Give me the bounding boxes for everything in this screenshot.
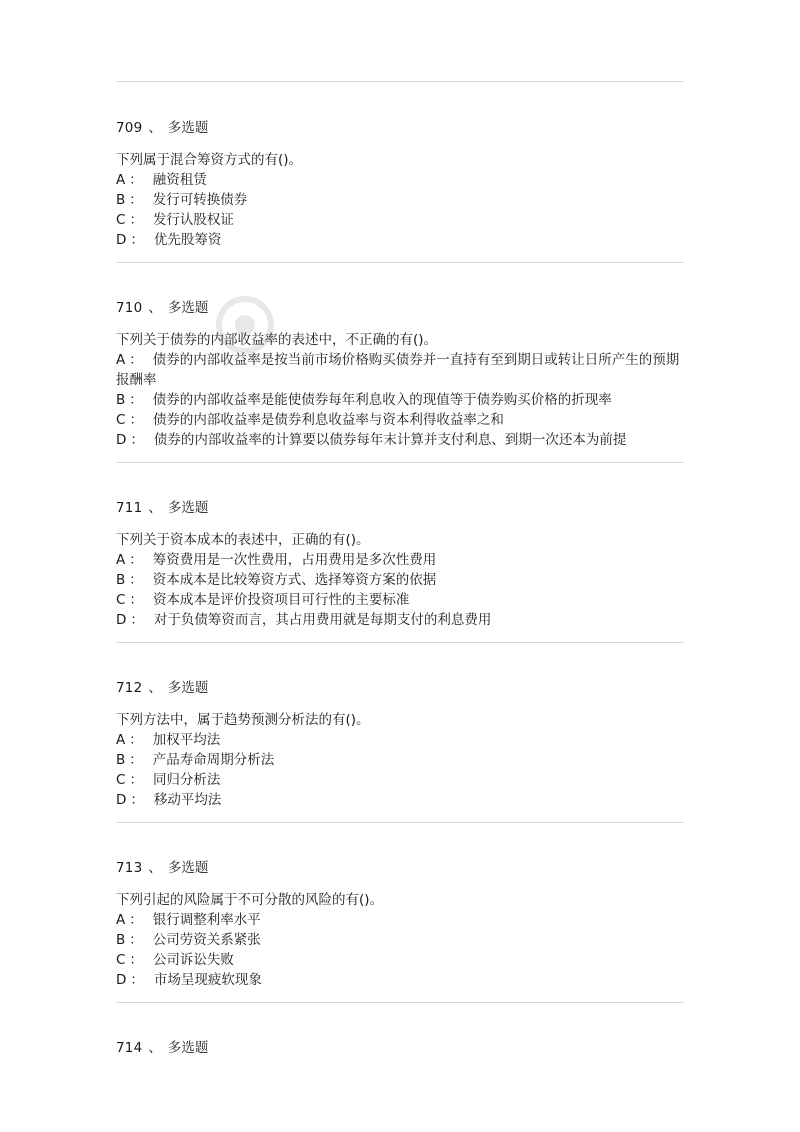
option-text: 产品寿命周期分析法 xyxy=(152,752,275,768)
option-a xyxy=(116,170,684,190)
option-b xyxy=(116,190,684,210)
question-number: 711 xyxy=(116,500,143,516)
question-separator: 、 xyxy=(148,680,162,696)
option-letter: A xyxy=(116,352,126,368)
option-letter: C xyxy=(116,592,126,608)
option-letter: C xyxy=(116,952,126,968)
option-text: 同归分析法 xyxy=(152,772,221,788)
option-c xyxy=(116,210,684,230)
option-b xyxy=(116,570,684,590)
option-letter: A xyxy=(116,552,126,568)
option-d xyxy=(116,790,684,810)
question-header xyxy=(116,118,684,138)
option-letter: D xyxy=(116,432,127,448)
option-text: 公司诉讼失败 xyxy=(152,952,234,968)
option-colon: ： xyxy=(129,932,143,948)
option-text: 债券的内部收益率是按当前市场价格购买债券并一直持有至到期日或转让日所产生的预期报酬率 xyxy=(116,352,680,388)
question-type: 多选题 xyxy=(167,300,209,316)
question-type: 多选题 xyxy=(167,500,209,516)
option-letter: A xyxy=(116,912,126,928)
option-d xyxy=(116,230,684,250)
option-letter: A xyxy=(116,172,126,188)
question-separator: 、 xyxy=(148,500,162,516)
option-a xyxy=(116,350,684,390)
option-text: 银行调整利率水平 xyxy=(152,912,261,928)
question-number: 713 xyxy=(116,860,143,876)
option-c xyxy=(116,950,684,970)
question-stem: 下列关于资本成本的表述中，正确的有()。 xyxy=(116,532,370,548)
option-text: 筹资费用是一次性费用，占用费用是多次性费用 xyxy=(152,552,437,568)
option-letter: D xyxy=(116,972,127,988)
option-letter: D xyxy=(116,792,127,808)
option-letter: C xyxy=(116,772,126,788)
option-d xyxy=(116,610,684,630)
option-colon: ： xyxy=(129,952,143,968)
option-c xyxy=(116,590,684,610)
option-colon: ： xyxy=(129,172,143,188)
question-separator: 、 xyxy=(148,300,162,316)
option-c xyxy=(116,410,684,430)
option-colon: ： xyxy=(129,772,143,788)
option-text: 债券的内部收益率是债券利息收益率与资本利得收益率之和 xyxy=(152,412,504,428)
option-text: 资本成本是比较筹资方式、选择筹资方案的依据 xyxy=(152,572,437,588)
option-colon: ： xyxy=(129,732,143,748)
option-colon: ： xyxy=(129,392,143,408)
divider xyxy=(116,642,684,643)
option-text: 市场呈现疲软现象 xyxy=(153,972,262,988)
option-colon: ： xyxy=(130,232,144,248)
question-header xyxy=(116,858,684,878)
option-colon: ： xyxy=(129,192,143,208)
question-separator: 、 xyxy=(148,860,162,876)
question-number: 714 xyxy=(116,1040,143,1056)
option-colon: ： xyxy=(129,572,143,588)
option-colon: ： xyxy=(129,212,143,228)
option-colon: ： xyxy=(130,432,144,448)
divider xyxy=(116,81,684,82)
option-a xyxy=(116,910,684,930)
option-text: 发行可转换债券 xyxy=(152,192,248,208)
option-d xyxy=(116,430,684,450)
option-letter: C xyxy=(116,412,126,428)
divider xyxy=(116,822,684,823)
divider xyxy=(116,462,684,463)
question-type: 多选题 xyxy=(167,120,209,136)
question-stem: 下列引起的风险属于不可分散的风险的有()。 xyxy=(116,892,384,908)
option-letter: B xyxy=(116,192,126,208)
option-text: 债券的内部收益率是能使债券每年利息收入的现值等于债券购买价格的折现率 xyxy=(152,392,612,408)
question-separator: 、 xyxy=(148,1040,162,1056)
option-text: 资本成本是评价投资项目可行性的主要标准 xyxy=(152,592,410,608)
question-type: 多选题 xyxy=(167,860,209,876)
option-letter: B xyxy=(116,752,126,768)
option-letter: A xyxy=(116,732,126,748)
option-text: 优先股筹资 xyxy=(153,232,222,248)
question-713 xyxy=(116,858,684,990)
option-b xyxy=(116,930,684,950)
option-letter: B xyxy=(116,392,126,408)
option-text: 移动平均法 xyxy=(153,792,222,808)
question-714 xyxy=(116,1038,684,1070)
option-a xyxy=(116,730,684,750)
question-header xyxy=(116,298,684,318)
option-letter: B xyxy=(116,572,126,588)
question-number: 710 xyxy=(116,300,143,316)
option-colon: ： xyxy=(129,752,143,768)
option-d xyxy=(116,970,684,990)
option-colon: ： xyxy=(129,552,143,568)
option-colon: ： xyxy=(129,412,143,428)
option-text: 发行认股权证 xyxy=(152,212,234,228)
divider xyxy=(116,1002,684,1003)
question-header xyxy=(116,498,684,518)
option-text: 融资租赁 xyxy=(152,172,207,188)
option-text: 对于负债筹资而言，其占用费用就是每期支付的利息费用 xyxy=(153,612,492,628)
question-stem: 下列属于混合筹资方式的有()。 xyxy=(116,152,303,168)
option-colon: ： xyxy=(130,792,144,808)
question-710 xyxy=(116,298,684,450)
question-stem: 下列方法中，属于趋势预测分析法的有()。 xyxy=(116,712,370,728)
question-separator: 、 xyxy=(148,120,162,136)
divider xyxy=(116,262,684,263)
option-colon: ： xyxy=(129,592,143,608)
question-709 xyxy=(116,118,684,250)
option-text: 债券的内部收益率的计算要以债券每年末计算并支付利息、到期一次还本为前提 xyxy=(153,432,627,448)
question-header xyxy=(116,1038,684,1058)
option-colon: ： xyxy=(130,972,144,988)
option-c xyxy=(116,770,684,790)
option-colon: ： xyxy=(129,352,143,368)
question-712 xyxy=(116,678,684,810)
option-a xyxy=(116,550,684,570)
option-letter: D xyxy=(116,232,127,248)
question-711 xyxy=(116,498,684,630)
option-text: 加权平均法 xyxy=(152,732,221,748)
question-type: 多选题 xyxy=(167,680,209,696)
option-b xyxy=(116,390,684,410)
question-stem: 下列关于债券的内部收益率的表述中，不正确的有()。 xyxy=(116,332,438,348)
option-letter: C xyxy=(116,212,126,228)
question-number: 712 xyxy=(116,680,143,696)
option-b xyxy=(116,750,684,770)
question-type: 多选题 xyxy=(167,1040,209,1056)
question-header xyxy=(116,678,684,698)
option-colon: ： xyxy=(130,612,144,628)
option-text: 公司劳资关系紧张 xyxy=(152,932,261,948)
option-letter: D xyxy=(116,612,127,628)
option-colon: ： xyxy=(129,912,143,928)
question-number: 709 xyxy=(116,120,143,136)
option-letter: B xyxy=(116,932,126,948)
